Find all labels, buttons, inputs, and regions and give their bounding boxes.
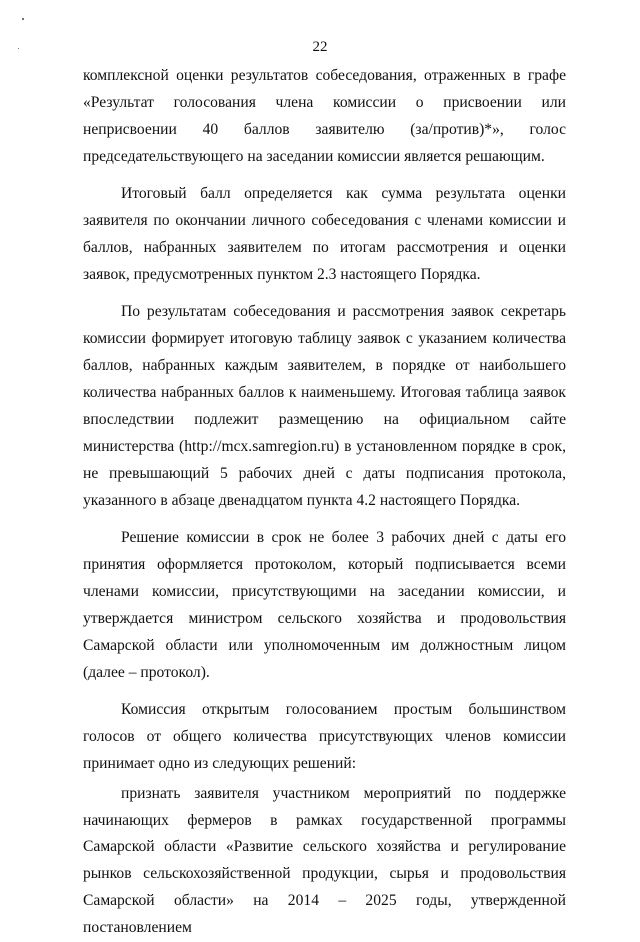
paragraph-final-table: По результатам собеседования и рассмотрения заявок секретарь комиссии формирует итоговую таблицу заявок с указанием количества баллов, набранных каждым заявителем, в порядке от наибольшего количества набранных баллов к наименьшему. Итоговая таблица заявок впоследствии подлежит размещению на официальном сайте министерства (http://mcx.samregion.ru) в установленном порядке в срок, не превышающий 5 рабочих дней с даты подписания протокола, указанного в абзаце двенадцатом пункта 4.2 настоящего Порядка. (83, 303, 566, 509)
page-number: 22 (312, 39, 328, 55)
paragraph-final-score: Итоговый балл определяется как сумма результата оценки заявителя по окончании личного собеседования с членами комиссии и баллов, набранных заявителем по итогам рассмотрения и оценки заявок, предусмотренных пунктом 2.3 настоящего Порядка. (83, 185, 566, 283)
paragraph-recognize-applicant: признать заявителя участником мероприятий по поддержке начинающих фермеров в рамках государственной программы Самарской области «Развитие сельского хозяйства и регулирование рынков сельскохозяйственной продукции, сырья и продовольствия Самарской области» на 2014 – 2025 годы, утвержденной постановлением (83, 784, 566, 937)
scan-speck (22, 18, 24, 20)
document-body (83, 63, 566, 942)
paragraph-open-voting: Комиссия открытым голосованием простым большинством голосов от общего количества присутствующих членов комиссии принимает одно из следующих решений: (83, 700, 566, 772)
paragraph-commission-decision: Решение комиссии в срок не более 3 рабочих дней с даты его принятия оформляется протоколом, который подписывается всеми членами комиссии, присутствующими на заседании комиссии, и утверждается министром сельского хозяйства и продовольствия Самарской области или уполномоченным им должностным лицом (далее – протокол). (83, 529, 566, 681)
paragraph-voting-result: комплексной оценки результатов собеседования, отраженных в графе «Результат голосования члена комиссии о присвоении или неприсвоении 40 баллов заявителю (за/против)*», голос председательствующего на заседании комиссии является решающим. (83, 67, 566, 165)
